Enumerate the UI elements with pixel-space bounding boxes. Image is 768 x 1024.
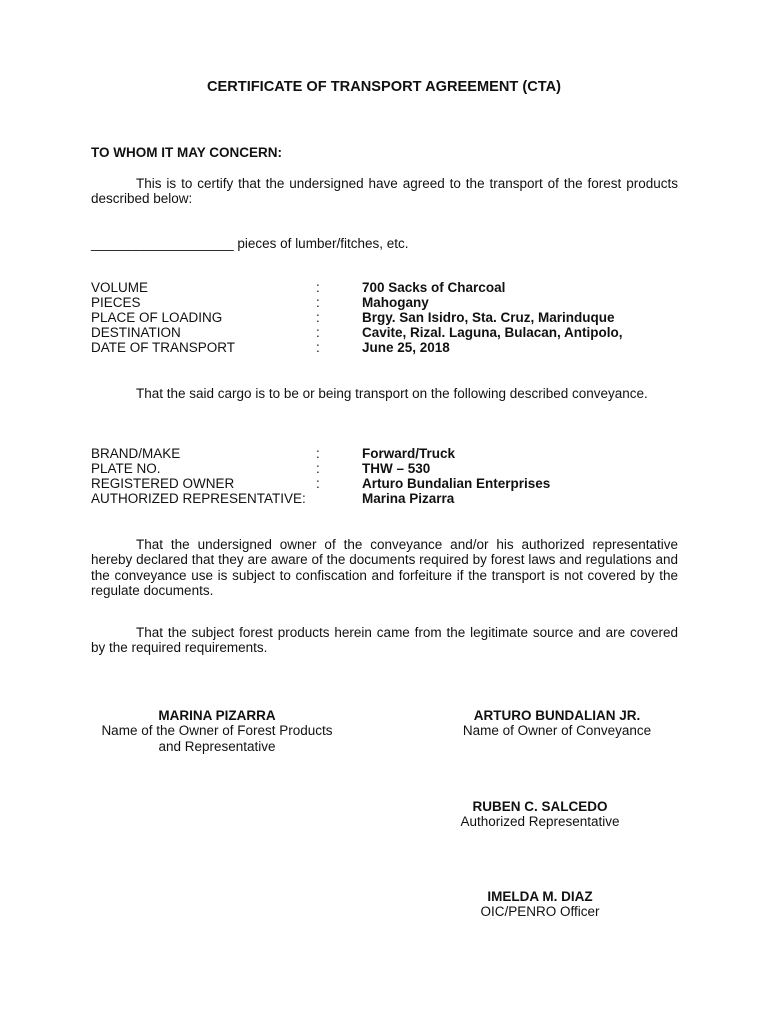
conveyance-label: PLATE NO. bbox=[91, 461, 161, 476]
cargo-colon: : bbox=[316, 325, 320, 340]
conveyance-label: REGISTERED OWNER bbox=[91, 476, 235, 491]
conveyance-label: AUTHORIZED REPRESENTATIVE: bbox=[91, 491, 306, 506]
cargo-colon: : bbox=[316, 340, 320, 355]
cargo-row-place-of-loading bbox=[91, 310, 691, 325]
intro-paragraph: This is to certify that the undersigned have agreed to the transport of the forest products described below: bbox=[91, 176, 678, 207]
cargo-label: DESTINATION bbox=[91, 325, 181, 340]
salutation: TO WHOM IT MAY CONCERN: bbox=[91, 145, 283, 160]
conveyance-owner-role: Name of Owner of Conveyance bbox=[462, 723, 652, 739]
cargo-row-pieces bbox=[91, 295, 691, 310]
forest-owner-name: MARINA PIZARRA bbox=[158, 708, 276, 723]
conveyance-value: Forward/Truck bbox=[362, 446, 456, 461]
authorized-rep-block bbox=[447, 799, 633, 830]
cargo-value: 700 Sacks of Charcoal bbox=[362, 280, 506, 295]
conveyance-row-registered-owner bbox=[91, 476, 691, 491]
conveyance-row-authorized-rep bbox=[91, 491, 691, 506]
cargo-row-volume bbox=[91, 280, 691, 295]
cargo-label: DATE OF TRANSPORT bbox=[91, 340, 236, 355]
officer-block bbox=[447, 889, 633, 920]
cargo-row-destination bbox=[91, 325, 691, 340]
cargo-label: PIECES bbox=[91, 295, 141, 310]
conveyance-value: Arturo Bundalian Enterprises bbox=[362, 476, 551, 491]
forest-owner-role: Name of the Owner of Forest Products bbox=[101, 723, 333, 739]
conveyance-value: THW – 530 bbox=[362, 461, 431, 476]
conveyance-colon: : bbox=[316, 476, 320, 491]
conveyance-row-plate bbox=[91, 461, 691, 476]
cargo-colon: : bbox=[316, 295, 320, 310]
source-paragraph: That the subject forest products herein came from the legitimate source and are covered by the required requirements. bbox=[91, 625, 678, 656]
authorized-rep-role: Authorized Representative bbox=[460, 814, 620, 830]
cargo-value: June 25, 2018 bbox=[362, 340, 450, 355]
conveyance-colon: : bbox=[316, 446, 320, 461]
authorized-rep-name: RUBEN C. SALCEDO bbox=[472, 799, 608, 814]
forest-owner-role-line2: and Representative bbox=[158, 738, 276, 754]
cargo-colon: : bbox=[316, 280, 320, 295]
declaration-paragraph: That the undersigned owner of the conveyance and/or his authorized representative hereby declared that they are aware of the documents required by forest laws and regulations and the conveyance use is subject to confiscation and forfeiture if the transport is not covered by the regulate documents. bbox=[91, 537, 678, 598]
conveyance-paragraph: That the said cargo is to be or being transport on the following described conveyance. bbox=[136, 386, 648, 401]
cargo-label: PLACE OF LOADING bbox=[91, 310, 223, 325]
cargo-value: Cavite, Rizal. Laguna, Bulacan, Antipolo, bbox=[362, 325, 623, 340]
cargo-label: VOLUME bbox=[91, 280, 149, 295]
conveyance-label: BRAND/MAKE bbox=[91, 446, 181, 461]
document-title: CERTIFICATE OF TRANSPORT AGREEMENT (CTA) bbox=[206, 79, 561, 95]
cargo-value: Mahogany bbox=[362, 295, 429, 310]
officer-role: OIC/PENRO Officer bbox=[480, 904, 600, 920]
pieces-line: ___________________ pieces of lumber/fitches, etc. bbox=[91, 236, 409, 251]
conveyance-value: Marina Pizarra bbox=[362, 491, 455, 506]
conveyance-colon: : bbox=[316, 461, 320, 476]
cargo-colon: : bbox=[316, 310, 320, 325]
cargo-value: Brgy. San Isidro, Sta. Cruz, Marinduque bbox=[362, 310, 615, 325]
officer-name: IMELDA M. DIAZ bbox=[487, 889, 593, 904]
conveyance-row-brand bbox=[91, 446, 691, 461]
forest-owner-block bbox=[91, 708, 343, 754]
conveyance-owner-name: ARTURO BUNDALIAN JR. bbox=[473, 708, 641, 723]
cargo-row-date-of-transport bbox=[91, 340, 691, 355]
conveyance-owner-block bbox=[447, 708, 667, 739]
